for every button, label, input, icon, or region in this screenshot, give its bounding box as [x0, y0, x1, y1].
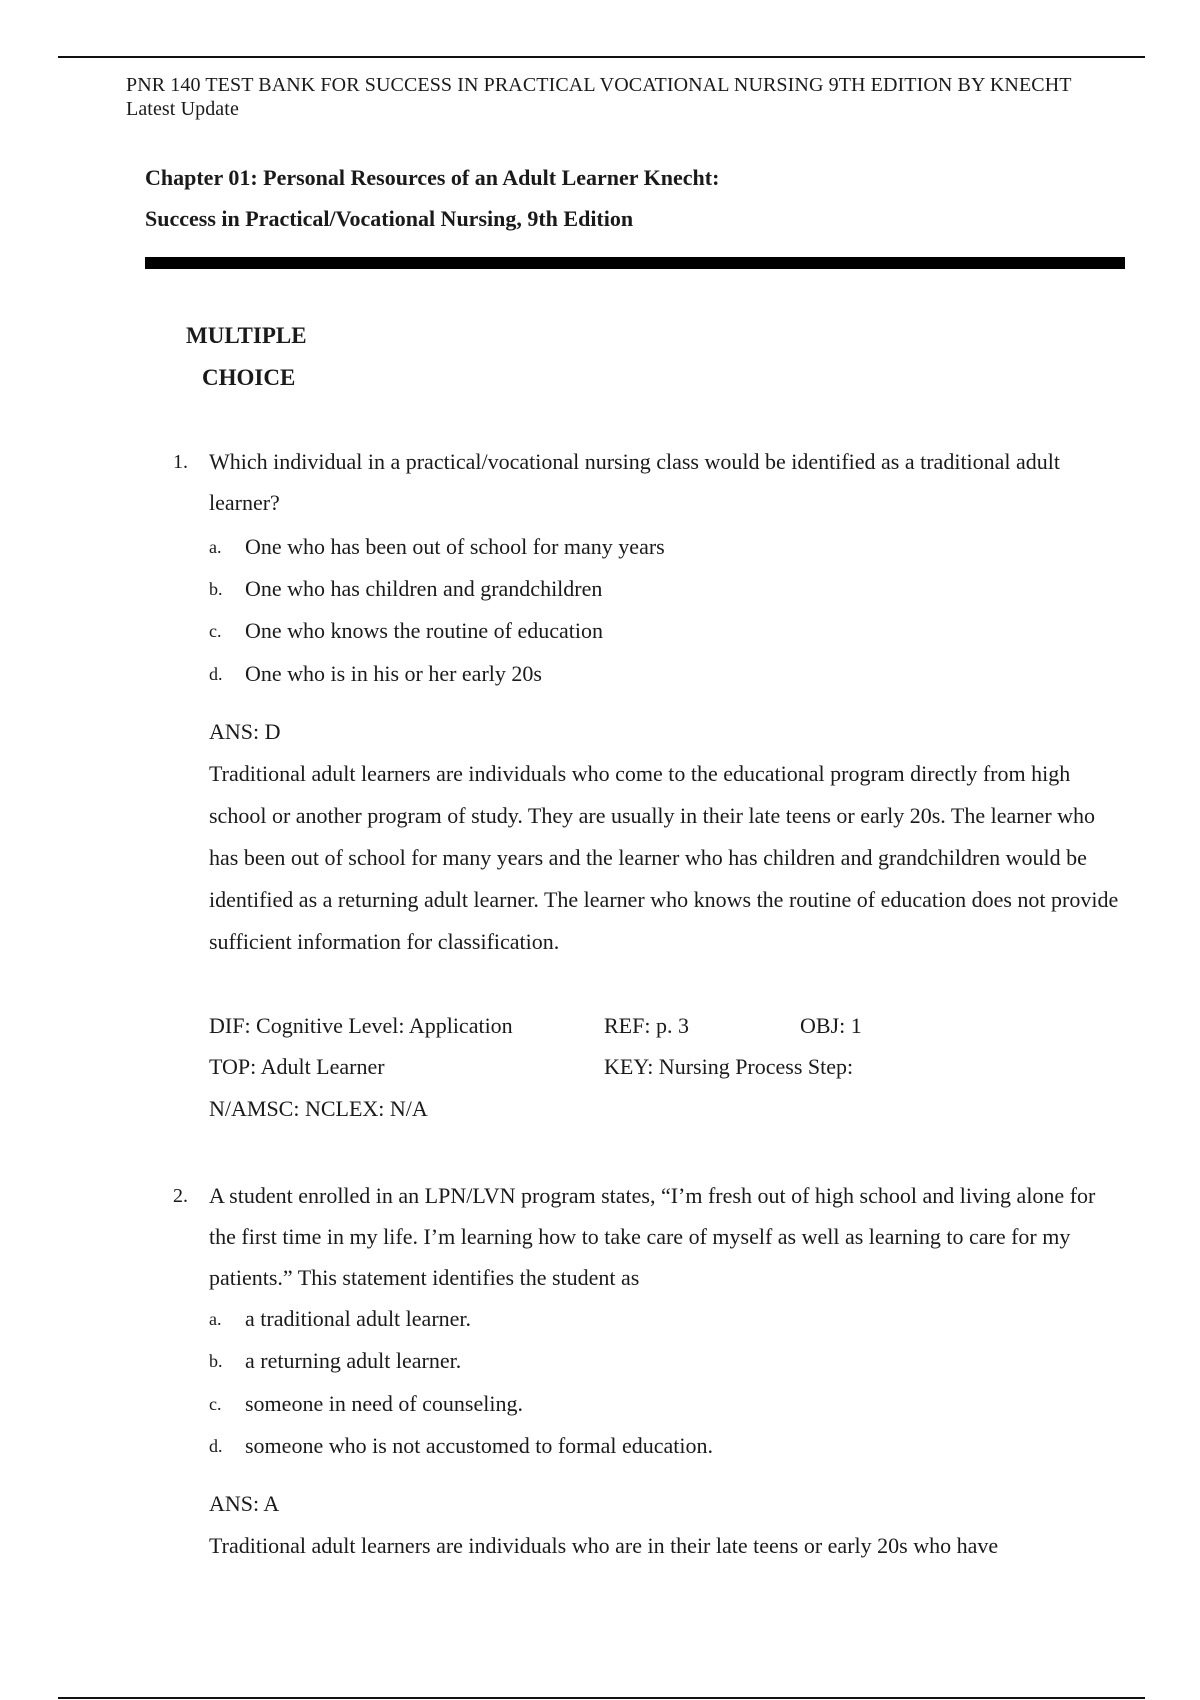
section-heading-multiple: MULTIPLE — [186, 323, 307, 348]
option-text: One who has children and grandchildren — [245, 576, 603, 601]
option-c — [0, 1391, 1200, 1431]
option-letter: b. — [209, 1351, 223, 1371]
meta-key: KEY: Nursing Process Step: — [604, 1054, 854, 1079]
chapter-title-line-2: Success in Practical/Vocational Nursing, 9th Edition — [145, 206, 634, 231]
question-number: 2. — [173, 1185, 188, 1207]
option-b — [0, 1348, 1200, 1388]
meta-msc: N/AMSC: NCLEX: N/A — [209, 1096, 428, 1121]
option-text: someone in need of counseling. — [245, 1391, 523, 1416]
question-text: Which individual in a practical/vocational nursing class would be identified as a traditional adult learner? — [209, 449, 1061, 515]
option-text: One who is in his or her early 20s — [245, 661, 542, 686]
top-rule — [58, 56, 1145, 58]
bottom-rule — [58, 1697, 1145, 1699]
option-letter: a. — [209, 537, 222, 557]
document-header: PNR 140 TEST BANK FOR SUCCESS IN PRACTICAL VOCATIONAL NURSING 9TH EDITION BY KNECHT Latest Update — [126, 74, 1072, 120]
option-letter: b. — [209, 579, 223, 599]
chapter-title-line-1: Chapter 01: Personal Resources of an Adult Learner Knecht: — [145, 165, 720, 190]
option-letter: c. — [209, 621, 222, 641]
meta-difficulty: DIF: Cognitive Level: Application — [209, 1013, 513, 1038]
option-letter: d. — [209, 664, 223, 684]
chapter-title — [145, 157, 1045, 239]
option-b — [0, 576, 1200, 616]
question-number: 1. — [173, 451, 188, 473]
meta-objective: OBJ: 1 — [800, 1013, 862, 1038]
option-c — [0, 618, 1200, 658]
option-text: someone who is not accustomed to formal education. — [245, 1433, 713, 1458]
option-text: a traditional adult learner. — [245, 1306, 472, 1331]
answer-rationale: Traditional adult learners are individuals who are in their late teens or early 20s who have — [209, 1533, 999, 1558]
option-a — [0, 1306, 1200, 1346]
option-letter: c. — [209, 1394, 222, 1414]
answer-rationale: Traditional adult learners are individuals who come to the educational program directly from high school or another program of study. They are usually in their late teens or early 20s. The learner who has been out of school for many years and the learner who has children and grandchildren would be identified as a returning adult learner. The learner who knows the routine of education does not provide sufficient information for classification. — [209, 761, 1119, 954]
meta-reference: REF: p. 3 — [604, 1013, 689, 1038]
option-letter: d. — [209, 1436, 223, 1456]
option-text: a returning adult learner. — [245, 1348, 462, 1373]
section-divider — [145, 257, 1125, 269]
option-text: One who knows the routine of education — [245, 618, 604, 643]
option-text: One who has been out of school for many years — [245, 534, 665, 559]
option-a — [0, 534, 1200, 574]
option-letter: a. — [209, 1309, 222, 1329]
option-d — [0, 1433, 1200, 1473]
answer-label: ANS: A — [209, 1491, 280, 1516]
option-d — [0, 661, 1200, 701]
question-text: A student enrolled in an LPN/LVN program states, “I’m fresh out of high school and living alone for the first time in my life. I’m learning how to take care of myself as well as learning to care for my patients.” This statement identifies the student as — [209, 1183, 1096, 1290]
meta-topic: TOP: Adult Learner — [209, 1054, 385, 1079]
section-heading-choice: CHOICE — [202, 365, 296, 390]
answer-label: ANS: D — [209, 719, 281, 744]
